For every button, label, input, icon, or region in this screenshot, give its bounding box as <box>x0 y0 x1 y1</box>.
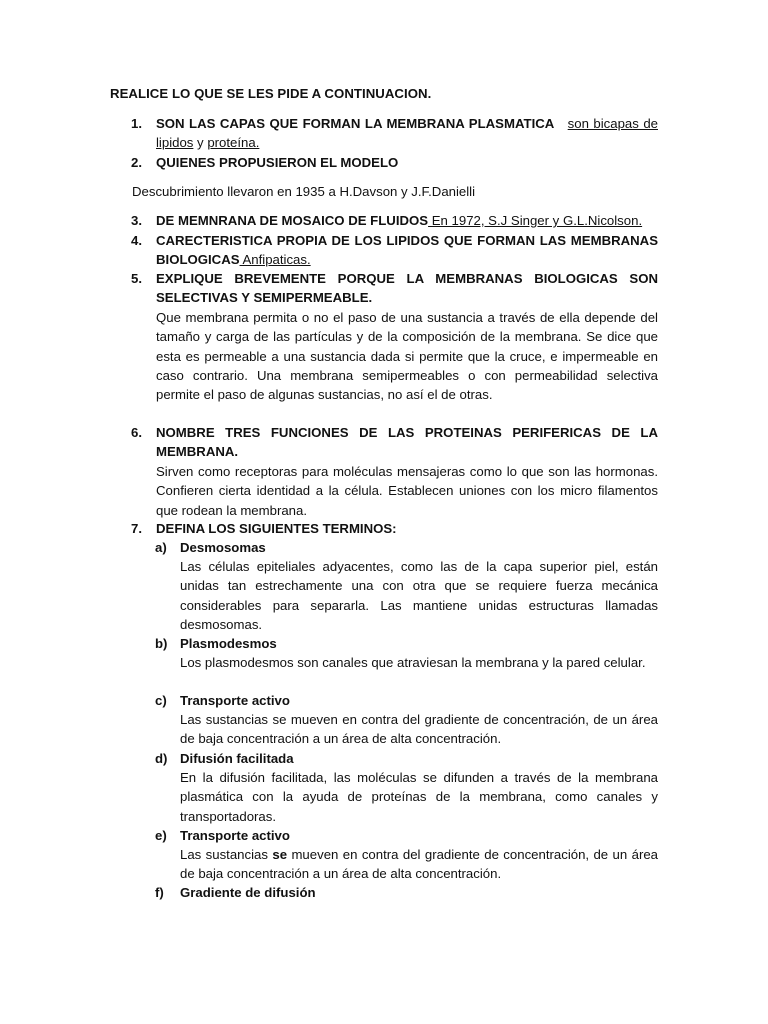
answer-text: Que membrana permita o no el paso de una sustancia a través de ella depende del tamaño y carga de las partículas y de la composición de la membrana. Se dice que esta es permeable a una sustancia dada si permite que la cruce, e impermeable en caso contrario. Una membrana semipermeables o con permeabilidad selectiva permite el paso de algunas sustancias, no así el de otras. <box>156 309 658 403</box>
subitem-definition: Las sustancias se mueven en contra del gradiente de concentración, de un área de baja concentración a un área de alta concentración. <box>180 712 658 747</box>
item-1 <box>156 114 658 153</box>
subitem-term: Desmosomas <box>180 540 266 555</box>
document-heading: REALICE LO QUE SE LES PIDE A CONTINUACION. <box>110 86 432 101</box>
question-text: CARECTERISTICA PROPIA DE LOS LIPIDOS QUE FORMAN LAS MEMBRANAS BIOLOGICAS <box>156 233 658 268</box>
item-number: 2. <box>131 155 142 170</box>
question-text: DE MEMNRANA DE MOSAICO DE FLUIDOS <box>156 213 429 228</box>
definition-post: mueven en contra del gradiente de concentración, de un área de baja concentración a un área de alta concentración. <box>180 847 658 882</box>
question-text: SON LAS CAPAS QUE FORMAN LA MEMBRANA PLASMATICA <box>156 116 555 131</box>
definition-bold: se <box>272 847 288 862</box>
item-number: 7. <box>131 521 142 536</box>
item-number: 6. <box>131 425 142 440</box>
item-number: 1. <box>131 116 142 131</box>
subitem-definition: Los plasmodesmos son canales que atraviesan la membrana y la pared celular. <box>180 655 646 670</box>
item-2-question: QUIENES PROPUSIERON EL MODELO <box>156 155 399 170</box>
subitem-term: Difusión facilitada <box>180 751 294 766</box>
item-7-question: DEFINA LOS SIGUIENTES TERMINOS: <box>156 521 397 536</box>
question-text: NOMBRE TRES FUNCIONES DE LAS PROTEINAS PERIFERICAS DE LA MEMBRANA. <box>156 425 658 460</box>
subitem-letter: e) <box>155 828 167 843</box>
subitem-letter: d) <box>155 751 168 766</box>
answer-text: Sirven como receptoras para moléculas mensajeras como lo que son las hormonas. Confieren cierta identidad a la célula. Establecen uniones con los micro filamentos que rodean la membrana. <box>156 463 658 518</box>
item-number: 3. <box>131 213 142 228</box>
answer-text: son bicapas de lipidos <box>156 116 658 151</box>
question-text: EXPLIQUE BREVEMENTE PORQUE LA MEMBRANAS BIOLOGICAS SON SELECTIVAS Y SEMIPERMEABLE. <box>156 271 658 306</box>
item-5 <box>156 269 658 405</box>
subitem-definition: En la difusión facilitada, las moléculas se difunden a través de la membrana plasmática con la ayuda de proteínas de la membrana, como canales y transportadoras. <box>180 770 658 824</box>
subitem-definition: Las células epiteliales adyacentes, como las de la capa superior piel, están unidas tan estrechamente una con otra que se requiere fuerza mecánica considerables para separarla. Las mantiene unidas estructuras llamadas desmosomas. <box>180 559 658 633</box>
definition-pre: Las sustancias <box>180 847 273 862</box>
item-6 <box>156 423 658 520</box>
subitem-term: Transporte activo <box>180 693 290 708</box>
answer-text: Anfipaticas. <box>239 252 311 268</box>
subitem-definition <box>180 845 658 884</box>
subitem-term: Plasmodesmos <box>180 636 277 651</box>
answer-text: En 1972, S.J Singer y G.L.Nicolson. <box>428 213 643 228</box>
answer-text-2: proteína. <box>207 135 260 151</box>
subitem-letter: a) <box>155 540 167 555</box>
subitem-letter: c) <box>155 693 167 708</box>
answer-connector: y <box>193 135 208 151</box>
item-2-answer: Descubrimiento llevaron en 1935 a H.Davson y J.F.Danielli <box>132 184 476 199</box>
subitem-letter: b) <box>155 636 168 651</box>
item-3 <box>156 211 658 230</box>
subitem-letter: f) <box>155 885 164 900</box>
item-number: 5. <box>131 271 142 286</box>
item-4 <box>156 231 658 270</box>
item-number: 4. <box>131 233 142 248</box>
subitem-term: Gradiente de difusión <box>180 885 316 900</box>
subitem-term: Transporte activo <box>180 828 290 843</box>
